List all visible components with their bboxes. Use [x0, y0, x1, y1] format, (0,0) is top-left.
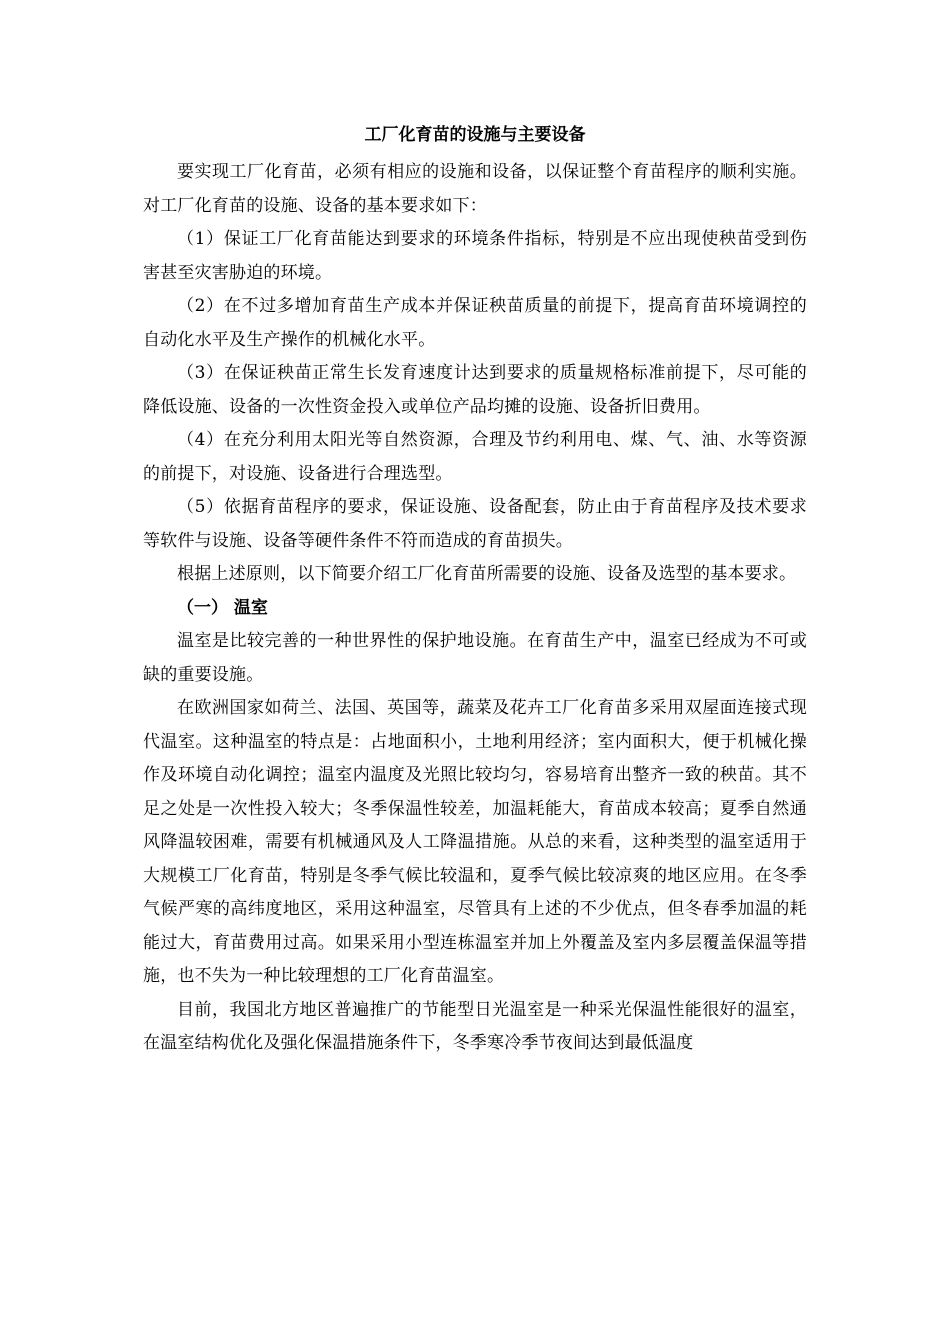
paragraph-intro: 要实现工厂化育苗，必须有相应的设施和设备，以保证整个育苗程序的顺利实施。对工厂化育苗的设施、设备的基本要求如下： — [143, 162, 807, 216]
section-heading-greenhouse: （一） 温室 — [177, 597, 268, 618]
paragraph-greenhouse-intro: 温室是比较完善的一种世界性的保护地设施。在育苗生产中，温室已经成为不可或缺的重要设施。 — [143, 631, 807, 685]
paragraph-requirement-4: （4）在充分利用太阳光等自然资源，合理及节约利用电、煤、气、油、水等资源的前提下，对设施、设备进行合理选型。 — [143, 430, 807, 484]
document-title: 工厂化育苗的设施与主要设备 — [364, 125, 586, 145]
paragraph-requirement-2: （2）在不过多增加育苗生产成本并保证秧苗质量的前提下，提高育苗环境调控的自动化水平及生产操作的机械化水平。 — [143, 296, 807, 350]
paragraph-requirement-5: （5）依据育苗程序的要求，保证设施、设备配套，防止由于育苗程序及技术要求等软件与设施、设备等硬件条件不符而造成的育苗损失。 — [143, 497, 807, 551]
document-page — [143, 120, 807, 1061]
paragraph-requirement-1: （1）保证工厂化育苗能达到要求的环境条件指标，特别是不应出现使秧苗受到伤害甚至灾害胁迫的环境。 — [143, 229, 807, 283]
paragraph-principles: 根据上述原则，以下简要介绍工厂化育苗所需要的设施、设备及选型的基本要求。 — [177, 564, 797, 584]
paragraph-requirement-3: （3）在保证秧苗正常生长发育速度计达到要求的质量规格标准前提下，尽可能的降低设施、设备的一次性资金投入或单位产品均摊的设施、设备折旧费用。 — [143, 363, 807, 417]
paragraph-greenhouse-europe: 在欧洲国家如荷兰、法国、英国等，蔬菜及花卉工厂化育苗多采用双屋面连接式现代温室。这种温室的特点是：占地面积小，土地利用经济；室内面积大，便于机械化操作及环境自动化调控；温室内温度及光照比较均匀，容易培育出整齐一致的秧苗。其不足之处是一次性投入较大；冬季保温性较差，加温耗能大，育苗成本较高；夏季自然通风降温较困难，需要有机械通风及人工降温措施。从总的来看，这种类型的温室适用于大规模工厂化育苗，特别是冬季气候比较温和，夏季气候比较凉爽的地区应用。在冬季气候严寒的高纬度地区，采用这种温室，尽管具有上述的不少优点，但冬春季加温的耗能过大，育苗费用过高。如果采用小型连栋温室并加上外覆盖及室内多层覆盖保温等措施，也不失为一种比较理想的工厂化育苗温室。 — [143, 698, 807, 986]
paragraph-greenhouse-china: 目前，我国北方地区普遍推广的节能型日光温室是一种采光保温性能很好的温室，在温室结构优化及强化保温措施条件下，冬季寒冷季节夜间达到最低温度 — [143, 999, 807, 1053]
